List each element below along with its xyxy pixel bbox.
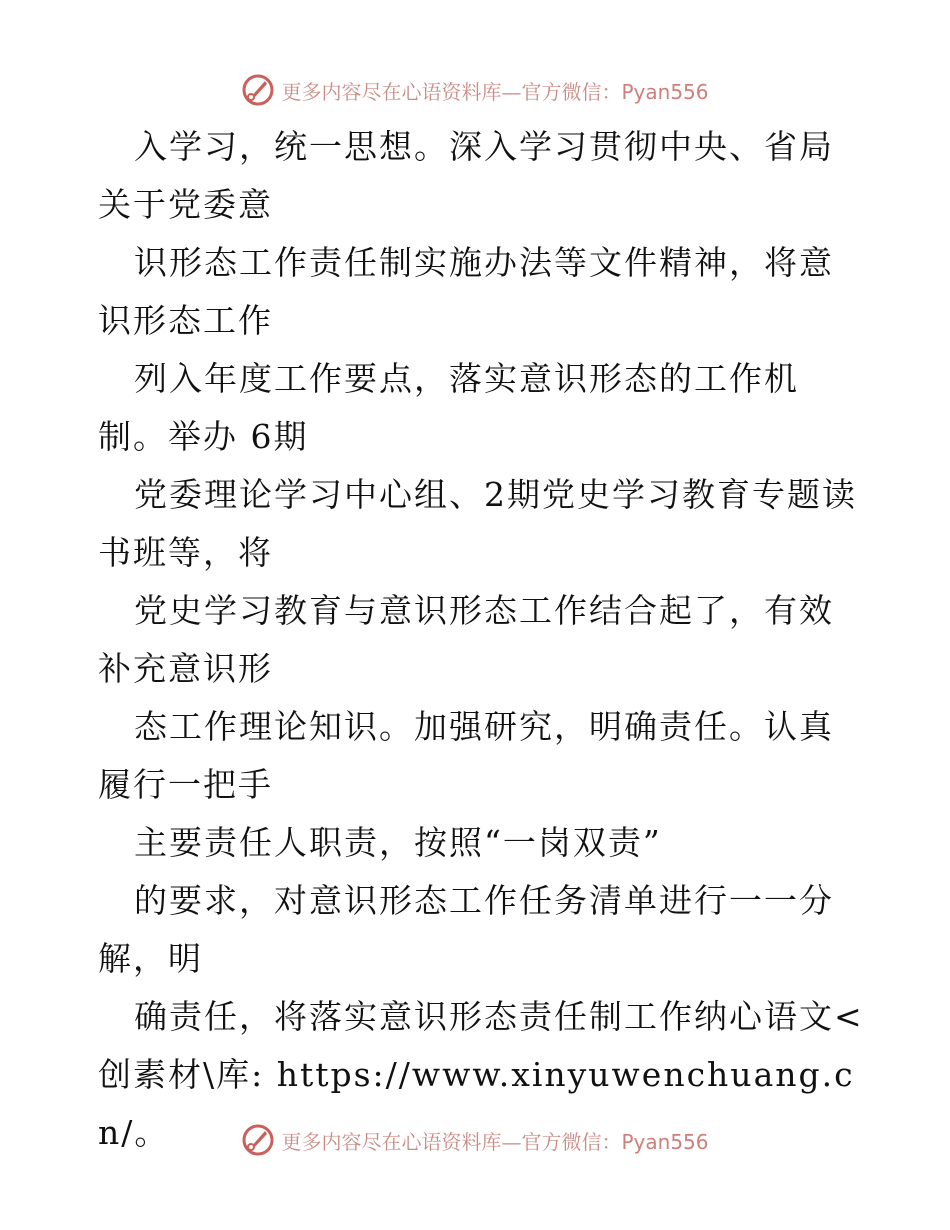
quill-logo-icon xyxy=(241,73,275,107)
header-watermark xyxy=(0,70,950,110)
watermark-text: 更多内容尽在心语资料库—官方微信：Pyan556 xyxy=(281,79,709,104)
document-body xyxy=(98,118,868,1162)
watermark-text: 更多内容尽在心语资料库—官方微信：Pyan556 xyxy=(281,1129,709,1154)
body-paragraph: 入学习，统一思想。深入学习贯彻中央、省局关于党委意 xyxy=(98,127,834,224)
body-paragraph: 识形态工作责任制实施办法等文件精神，将意识形态工作 xyxy=(98,243,834,340)
body-paragraph: 党委理论学习中心组、2期党史学习教育专题读书班等，将 xyxy=(98,475,857,572)
body-paragraph: 主要责任人职责，按照“一岗双责” xyxy=(134,823,662,862)
body-paragraph: 确责任，将落实意识形态责任制工作纳心语文<创素材\库: https://www.xinyuwenchuang.cn/。 xyxy=(98,997,864,1152)
quill-logo-icon xyxy=(241,1123,275,1157)
body-paragraph: 列入年度工作要点，落实意识形态的工作机制。举办 6期 xyxy=(98,359,799,456)
body-paragraph: 的要求，对意识形态工作任务清单进行一一分解，明 xyxy=(98,881,834,978)
body-paragraph: 态工作理论知识。加强研究，明确责任。认真履行一把手 xyxy=(98,707,834,804)
footer-watermark xyxy=(0,1120,950,1160)
body-paragraph: 党史学习教育与意识形态工作结合起了，有效补充意识形 xyxy=(98,591,834,688)
